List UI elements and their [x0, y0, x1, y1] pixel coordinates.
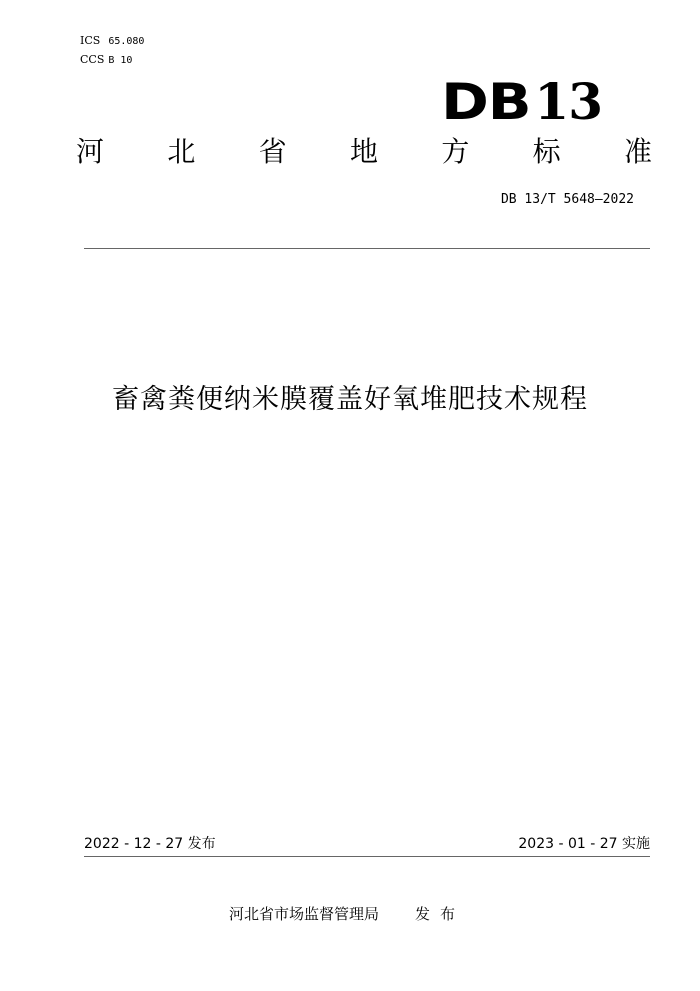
standard-number: DB 13/T 5648—2022	[500, 192, 634, 207]
publisher-name: 河北省市场监督管理局	[229, 905, 380, 923]
standard-category-title	[76, 134, 652, 170]
title-char: 方	[441, 135, 470, 168]
title-char: 地	[349, 135, 378, 168]
title-char: 省	[258, 135, 287, 168]
title-char: 河	[76, 135, 105, 168]
title-char: 标	[532, 135, 561, 168]
ccs-code	[80, 53, 132, 68]
ccs-value: B 10	[108, 55, 133, 66]
title-char: 北	[167, 135, 196, 168]
bottom-divider	[84, 856, 650, 857]
ics-label: ICS	[80, 34, 101, 47]
ccs-label: CCS	[80, 53, 105, 66]
top-divider	[84, 248, 650, 249]
issue-label: 发布	[415, 905, 466, 923]
logo-letters: DB	[440, 73, 531, 131]
db13-logo	[440, 72, 602, 131]
ics-value: 65.080	[108, 36, 145, 47]
logo-number: 13	[534, 72, 602, 131]
publish-date: 2022 - 12 - 27 发布	[84, 836, 216, 852]
ics-code	[80, 34, 144, 49]
implement-date: 2023 - 01 - 27 实施	[518, 836, 650, 852]
document-title: 畜禽粪便纳米膜覆盖好氧堆肥技术规程	[112, 384, 588, 415]
publisher-line	[229, 904, 465, 924]
title-char: 准	[623, 135, 652, 168]
